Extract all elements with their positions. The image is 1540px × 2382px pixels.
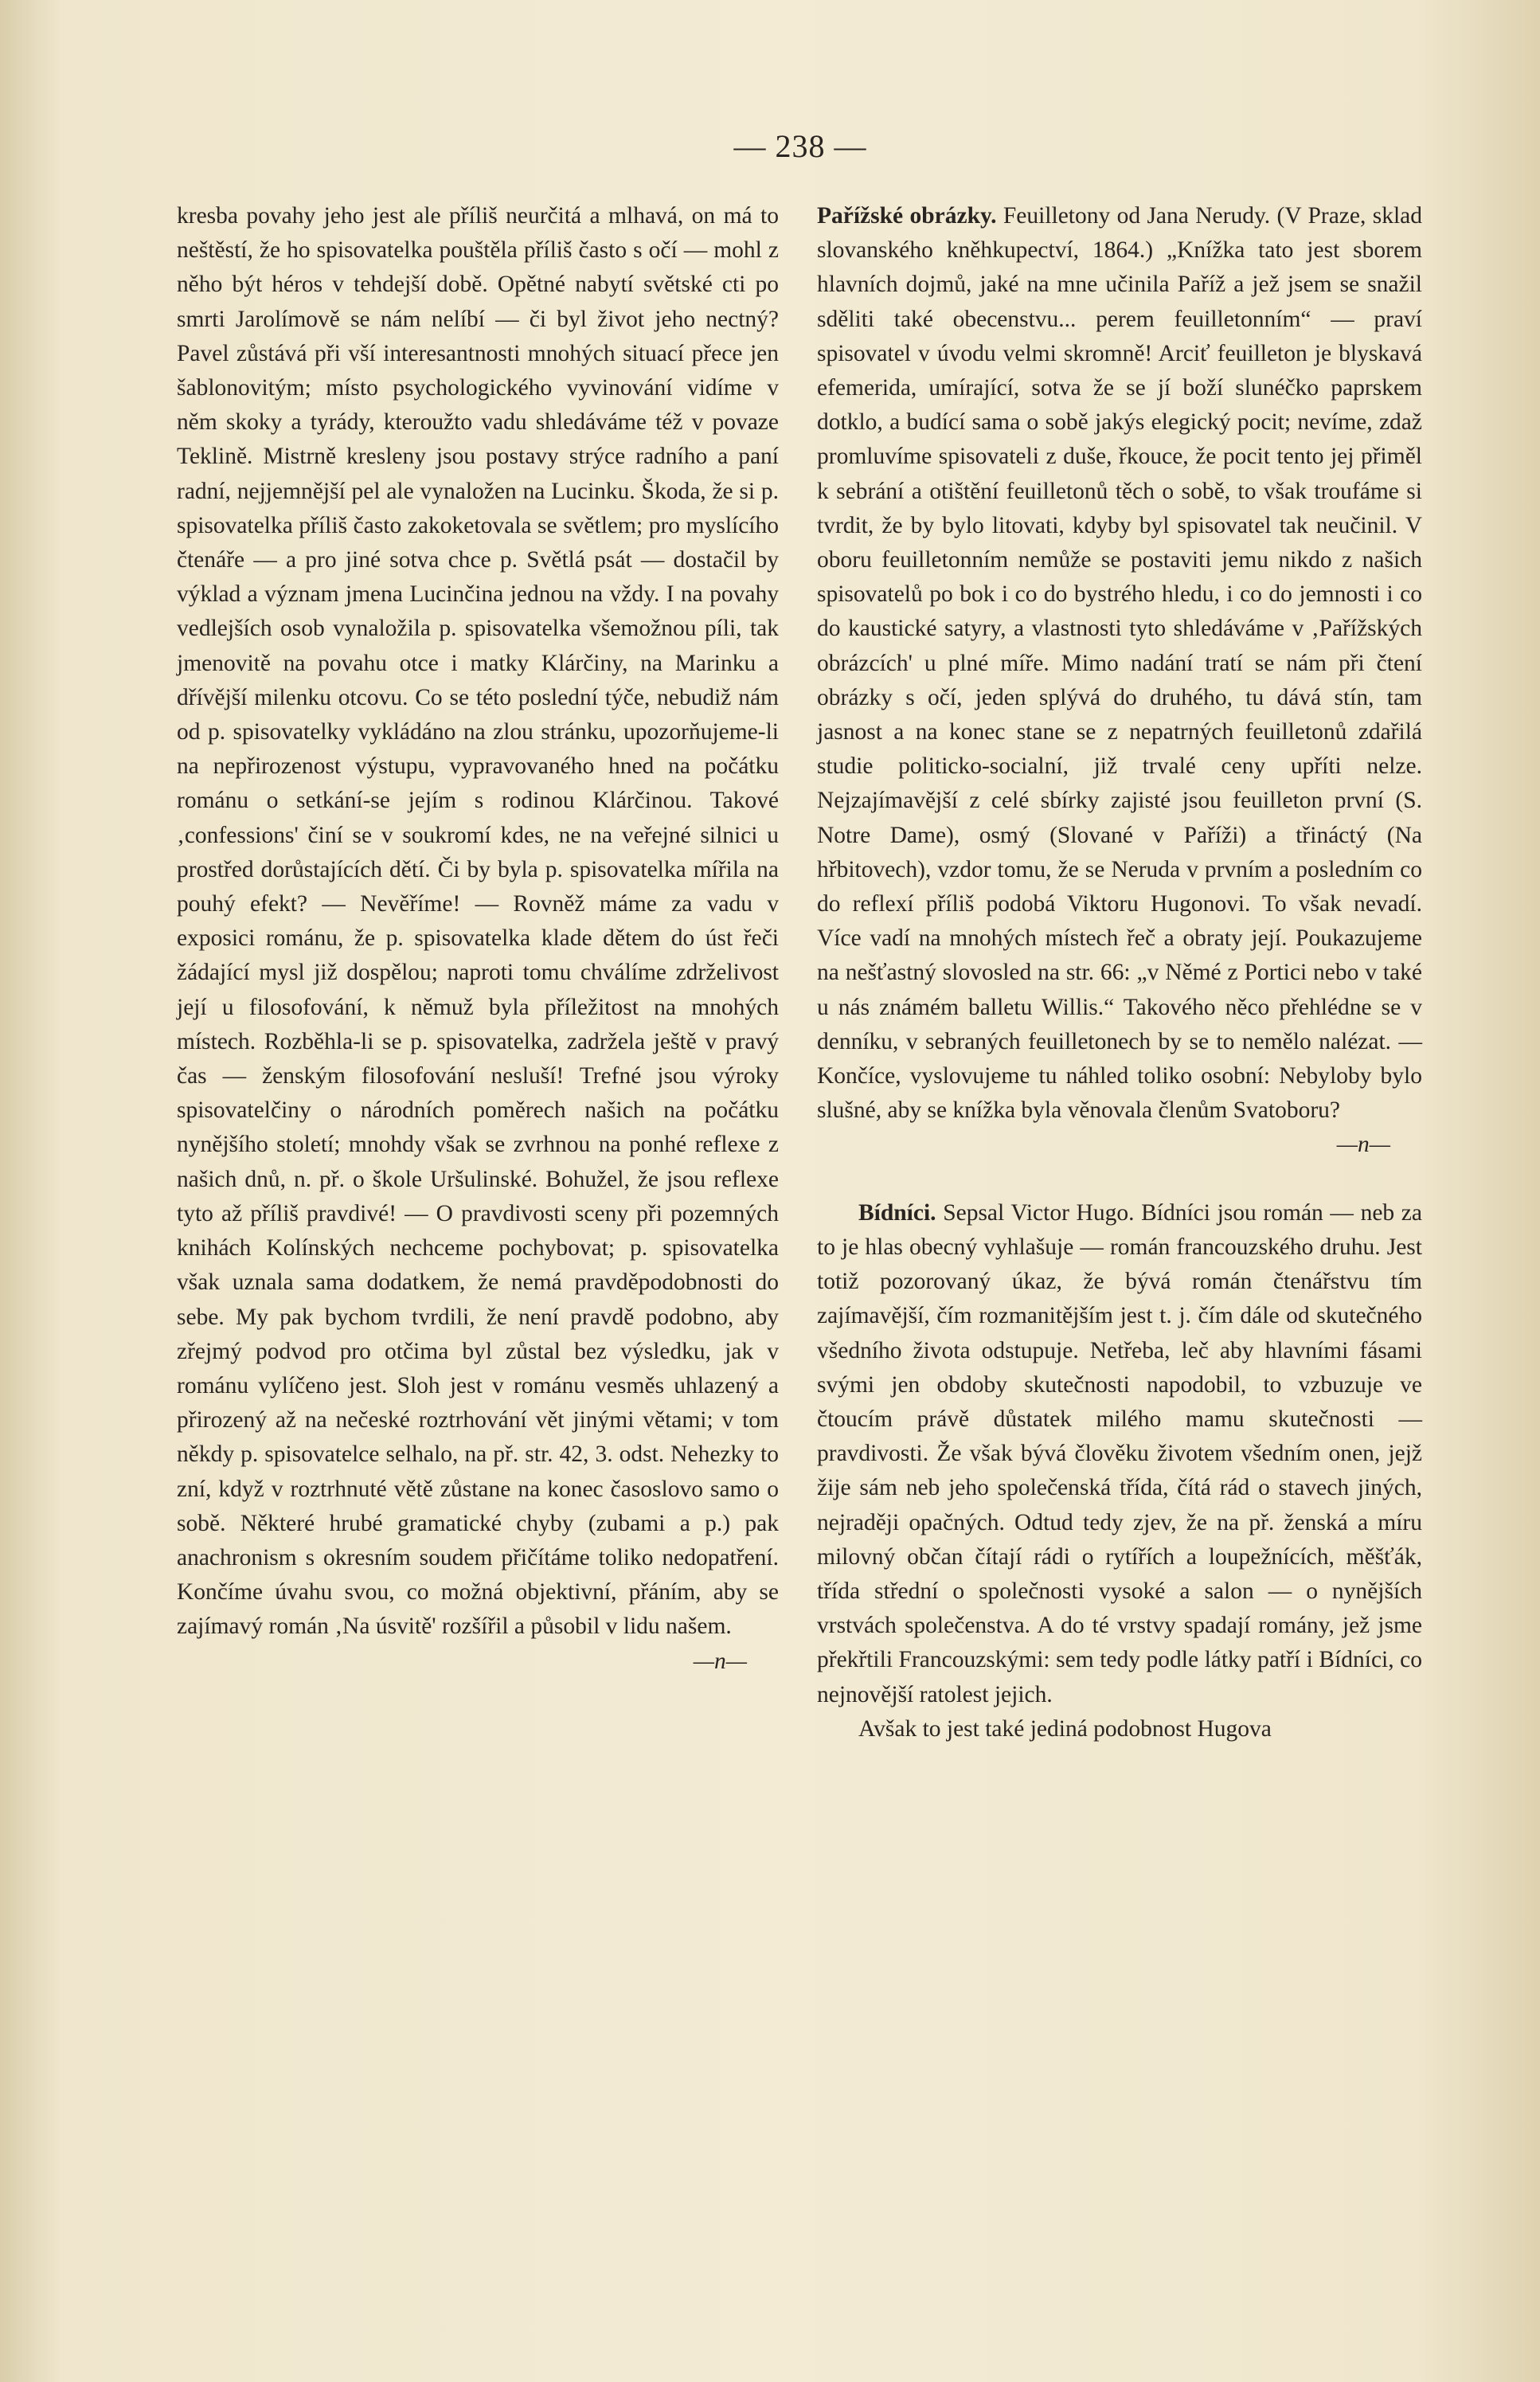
right-column <box>817 199 1422 1746</box>
left-column <box>177 199 779 1679</box>
left-column-text: kresba povahy jeho jest ale příliš neurčitá a mlhavá, on má to neštěstí, že ho spisovatelka pouštěla příliš často s očí — mohl z něho být héros v tehdejší době. Opětné nabytí světské cti po smrti Jarolímově se nám nelíbí — či byl život jeho nectný? Pavel zůstává při vší interesantnosti mnohých situací přece jen šablonovitým; místo psychologického vyvinování vidíme v něm skoky a tyrády, kteroužto vadu shledáváme též v povaze Teklině. Mistrně kresleny jsou postavy strýce radního a paní radní, nejjemnější pel ale vynaložen na Lucinku. Škoda, že si p. spisovatelka příliš často zakoketovala se světlem; pro myslícího čtenáře — a pro jiné sotva chce p. Světlá psát — dostačil by výklad a význam jmena Lucinčina jednou na vždy. I na povahy vedlejších osob vynaložila p. spisovatelka všemožnou píli, tak jmenovitě na povahu otce i matky Klárčiny, na Marinku a dřívější milenku otcovu. Co se této poslední týče, nebudiž nám od p. spisovatelky vykládáno na zlou stránku, upozorňujeme-li na nepřirozenost výstupu, vypravovaného hned na počátku románu o setkání-se jejím s rodinou Klárčinou. Takové ‚confessions' činí se v soukromí kdes, ne na veřejné silnici u prostřed dorůstajících dětí. Či by byla p. spisovatelka mířila na pouhý efekt? — Nevěříme! — Rovněž máme za vadu v exposici románu, že p. spisovatelka klade dětem do úst řeči žádající mysl již dospělou; naproti tomu chválíme zdrželivost její u filosofování, k němuž byla příležitost na mnohých místech. Rozběhla-li se p. spisovatelka, zadržela ještě v pravý čas — ženským filosofování nesluší! Trefné jsou výroky spisovatelčiny o národních poměrech našich na počátku nynějšího století; mnohdy však se zvrhnou na ponhé reflexe z našich dnů, n. př. o škole Uršulinské. Bohužel, že jsou reflexe tyto až příliš pravdivé! — O pravdivosti sceny při pozemných knihách Kolínských nechceme pochybovat; p. spisovatelka však uznala sama dodatkem, že nemá pravděpodobnosti do sebe. My pak bychom tvrdili, že není pravdě podobno, aby zřejmý podvod pro otčima byl zůstal bez výsledku, jak v románu vylíčeno jest. Sloh jest v románu vesměs uhlazený a přirozený až na nečeské roztrhování vět jinými větami; v tom někdy p. spisovatelce selhalo, na př. str. 42, 3. odst. Nehezky to zní, když v roztrhnuté větě zůstane na konec časoslovo samo o sobě. Některé hrubé gramatické chyby (zubami a p.) pak anachronism s okresním soudem přičítáme toliko nedopatření. Končíme úvahu svou, co možná objektivní, přáním, aby se zajímavý román ‚Na úsvitě' rozšířil a působil v lidu našem. <box>177 203 779 1640</box>
review-title-bidnici: Bídníci. <box>858 1199 936 1226</box>
review-parizske-obrazky <box>817 199 1422 1128</box>
section-spacer <box>817 1163 1422 1196</box>
review-text-bidnici: Sepsal Victor Hugo. Bídníci jsou román — neb za to je hlas obecný vyhlašuje — román francouzského druhu. Jest totiž pozorovaný úkaz, že bývá román čtenářstvu tím zajímavější, čím rozmanitějším jest t. j. čím dále od skutečného všedního života odstupuje. Netřeba, leč aby hlavními fásami svými jen obdoby skutečnosti napodobil, to vzbuzuje ve čtoucím právě důstatek milého mamu skutečnosti — pravdivosti. Že však bývá člověku životem všedním onen, jejž žije sám neb jeho společenská třída, čítá rád o stavech jiných, nejraději opačných. Odtud tedy zjev, že na př. ženská a míru milovný občan čítají rádi o rytířích a loupežnících, měšťák, třída střední o společnosti vysoké a salon — o nynějších vrstvách společenstva. A do té vrstvy spadají romány, jež jsme překřtili Francouzskými: sem tedy podle látky patří i Bídníci, co nejnovější ratolest jejich. <box>817 1199 1422 1707</box>
review-continuation: Avšak to jest také jediná podobnost Hugova <box>858 1715 1272 1742</box>
review-text-parizske-obrazky: Feuilletony od Jana Nerudy. (V Praze, sklad slovanského kněhkupectví, 1864.) „Knížka tato jest sborem hlavních dojmů, jaké na mne učinila Paříž a jež jsem se snažil sděliti také obecenstvu... perem feuilletonním“ — praví spisovatel v úvodu velmi skromně! Arciť feuilleton je blyskavá efemerida, umírající, sotva že se jí boží slunéčko paprskem dotklo, a budící sama o sobě jakýs elegický pocit; nevíme, zdaž promluvíme spisovateli z duše, řkouce, že pocit tento jej přiměl k sebrání a otištění feuilletonů těch o sobě, to však troufáme si tvrdit, že by bylo litovati, kdyby byl spisovatel tak neučinil. V oboru feuilletonním nemůže se postaviti jemu nikdo z našich spisovatelů po bok i co do bystrého hledu, i co do jemnosti i co do kaustické satyry, a vlastnosti tyto shledáváme v ‚Pařížských obrázcích' u plné míře. Mimo nadání tratí se nám při čtení obrázky s očí, jeden splývá do druhého, tu dává stín, tam jasnost a na konec stane se z nepatrných feuilletonů zdařilá studie politicko-socialní, již trvalé ceny upříti nelze. Nejzajímavější z celé sbírky zajisté jsou feuilleton první (S. Notre Dame), osmý (Slované v Paříži) a třináctý (Na hřbitovech), vzdor tomu, že se Neruda v prvním a posledním co do reflexí příliš podobá Viktoru Hugonovi. To však nevadí. Více vadí na mnohých místech řeč a obraty její. Poukazujeme na nešťastný slovosled na str. 66: „v Němé z Portici nebo v také u nás známém balletu Willis.“ Takového něco přehlédne se v denníku, v sebraných feuilletonech by se to nemělo nalézat. — Končíce, vyslovujeme tu náhled toliko osobní: Nebyloby bylo slušné, aby se knížka byla věnovala členům Svatoboru? <box>817 203 1422 1124</box>
right-signature: —n— <box>1336 1132 1390 1158</box>
review-bidnici <box>817 1196 1422 1712</box>
review-title-parizske-obrazky: Pařížské obrázky. <box>817 203 997 229</box>
page-number: — 238 — <box>733 128 867 164</box>
left-signature: —n— <box>693 1648 747 1674</box>
